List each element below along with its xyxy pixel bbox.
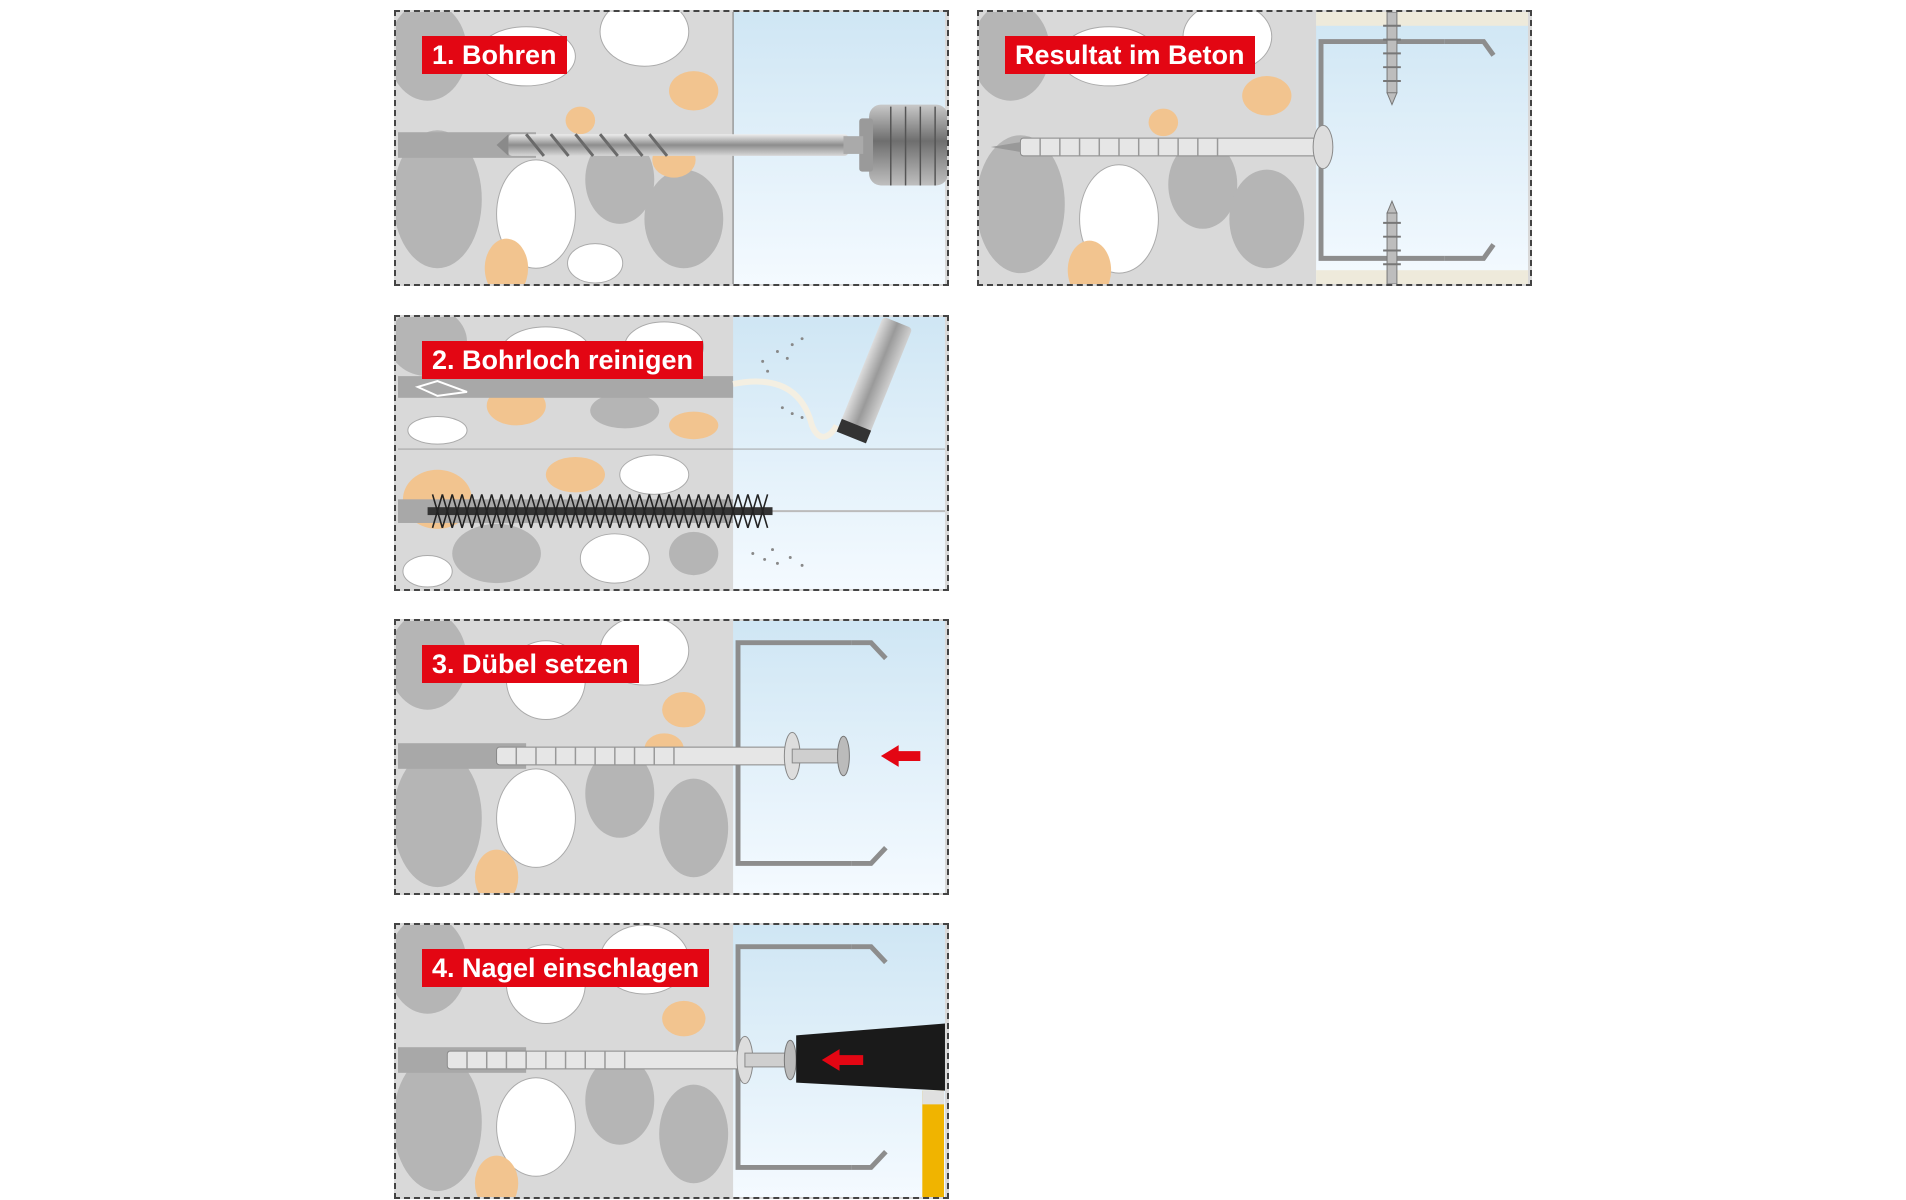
step-4-label: 4. Nagel einschlagen [422,949,709,987]
step-3-panel [394,619,949,895]
step-1-label: 1. Bohren [422,36,567,74]
step-2-label: 2. Bohrloch reinigen [422,341,703,379]
result-panel [977,10,1532,286]
drill-bit-icon [497,134,849,156]
step-3-label: 3. Dübel setzen [422,645,639,683]
step-2-panel [394,315,949,591]
result-label: Resultat im Beton [1005,36,1255,74]
step-1-panel [394,10,949,286]
step-4-panel [394,923,949,1199]
